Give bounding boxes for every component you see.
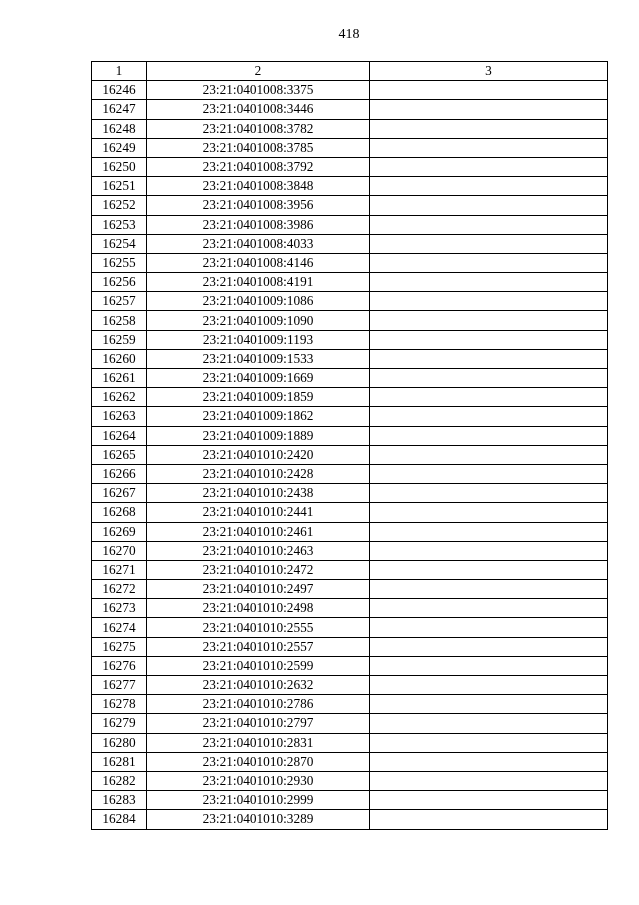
table-row — [92, 580, 608, 599]
cadastral-number-cell: 23:21:0401010:2497 — [147, 580, 370, 599]
cadastral-number-cell: 23:21:0401008:3956 — [147, 196, 370, 215]
table-row — [92, 215, 608, 234]
table-row — [92, 695, 608, 714]
row-number-cell: 16278 — [92, 695, 147, 714]
note-cell — [370, 81, 608, 100]
row-number-cell: 16268 — [92, 503, 147, 522]
row-number-cell: 16275 — [92, 637, 147, 656]
note-cell — [370, 292, 608, 311]
cadastral-number-cell: 23:21:0401010:2999 — [147, 791, 370, 810]
note-cell — [370, 138, 608, 157]
row-number-cell: 16274 — [92, 618, 147, 637]
table-row — [92, 676, 608, 695]
row-number-cell: 16254 — [92, 234, 147, 253]
cadastral-number-cell: 23:21:0401010:2632 — [147, 676, 370, 695]
row-number-cell: 16277 — [92, 676, 147, 695]
cadastral-number-cell: 23:21:0401008:3782 — [147, 119, 370, 138]
cadastral-number-cell: 23:21:0401009:1669 — [147, 369, 370, 388]
cadastral-number-cell: 23:21:0401009:1090 — [147, 311, 370, 330]
table-row — [92, 196, 608, 215]
note-cell — [370, 426, 608, 445]
note-cell — [370, 445, 608, 464]
note-cell — [370, 484, 608, 503]
note-cell — [370, 714, 608, 733]
row-number-cell: 16264 — [92, 426, 147, 445]
table-row — [92, 618, 608, 637]
note-cell — [370, 119, 608, 138]
note-cell — [370, 637, 608, 656]
table-row — [92, 791, 608, 810]
row-number-cell: 16263 — [92, 407, 147, 426]
table-row — [92, 234, 608, 253]
cadastral-number-cell: 23:21:0401008:3375 — [147, 81, 370, 100]
page-number: 418 — [338, 27, 360, 42]
table-row — [92, 771, 608, 790]
table-row — [92, 541, 608, 560]
row-number-cell: 16258 — [92, 311, 147, 330]
note-cell — [370, 752, 608, 771]
cadastral-number-cell: 23:21:0401010:2461 — [147, 522, 370, 541]
row-number-cell: 16265 — [92, 445, 147, 464]
row-number-cell: 16252 — [92, 196, 147, 215]
table-row — [92, 599, 608, 618]
note-cell — [370, 234, 608, 253]
table-row — [92, 714, 608, 733]
table-row — [92, 752, 608, 771]
row-number-cell: 16261 — [92, 369, 147, 388]
row-number-cell: 16271 — [92, 560, 147, 579]
cadastral-number-cell: 23:21:0401010:2472 — [147, 560, 370, 579]
table-row — [92, 157, 608, 176]
row-number-cell: 16256 — [92, 273, 147, 292]
row-number-cell: 16283 — [92, 791, 147, 810]
cadastral-number-cell: 23:21:0401010:2870 — [147, 752, 370, 771]
table-row — [92, 349, 608, 368]
table-row — [92, 388, 608, 407]
note-cell — [370, 695, 608, 714]
row-number-cell: 16269 — [92, 522, 147, 541]
cadastral-number-cell: 23:21:0401009:1889 — [147, 426, 370, 445]
note-cell — [370, 253, 608, 272]
row-number-cell: 16249 — [92, 138, 147, 157]
table-row — [92, 445, 608, 464]
table-row — [92, 464, 608, 483]
row-number-cell: 16280 — [92, 733, 147, 752]
table-row — [92, 810, 608, 829]
note-cell — [370, 196, 608, 215]
cadastral-number-cell: 23:21:0401008:3848 — [147, 177, 370, 196]
row-number-cell: 16262 — [92, 388, 147, 407]
cadastral-number-cell: 23:21:0401009:1086 — [147, 292, 370, 311]
row-number-cell: 16273 — [92, 599, 147, 618]
cadastral-number-cell: 23:21:0401009:1533 — [147, 349, 370, 368]
row-number-cell: 16281 — [92, 752, 147, 771]
cadastral-number-cell: 23:21:0401010:2463 — [147, 541, 370, 560]
table-row — [92, 503, 608, 522]
row-number-cell: 16266 — [92, 464, 147, 483]
row-number-cell: 16250 — [92, 157, 147, 176]
note-cell — [370, 771, 608, 790]
cadastral-number-cell: 23:21:0401010:2797 — [147, 714, 370, 733]
note-cell — [370, 157, 608, 176]
table-row — [92, 177, 608, 196]
cadastral-number-cell: 23:21:0401010:2420 — [147, 445, 370, 464]
cadastral-number-cell: 23:21:0401008:3986 — [147, 215, 370, 234]
table-row — [92, 330, 608, 349]
cadastral-number-cell: 23:21:0401009:1862 — [147, 407, 370, 426]
note-cell — [370, 656, 608, 675]
note-cell — [370, 273, 608, 292]
note-cell — [370, 599, 608, 618]
row-number-cell: 16257 — [92, 292, 147, 311]
cadastral-number-cell: 23:21:0401009:1193 — [147, 330, 370, 349]
cadastral-number-cell: 23:21:0401010:2441 — [147, 503, 370, 522]
column-header-3: 3 — [370, 62, 608, 81]
row-number-cell: 16247 — [92, 100, 147, 119]
row-number-cell: 16246 — [92, 81, 147, 100]
cadastral-number-cell: 23:21:0401008:3792 — [147, 157, 370, 176]
note-cell — [370, 330, 608, 349]
cadastral-number-cell: 23:21:0401008:4191 — [147, 273, 370, 292]
cadastral-number-cell: 23:21:0401010:3289 — [147, 810, 370, 829]
cadastral-number-cell: 23:21:0401010:2557 — [147, 637, 370, 656]
row-number-cell: 16276 — [92, 656, 147, 675]
header-row — [92, 62, 608, 81]
note-cell — [370, 464, 608, 483]
row-number-cell: 16282 — [92, 771, 147, 790]
table-row — [92, 656, 608, 675]
note-cell — [370, 215, 608, 234]
row-number-cell: 16259 — [92, 330, 147, 349]
note-cell — [370, 100, 608, 119]
table-row — [92, 426, 608, 445]
row-number-cell: 16255 — [92, 253, 147, 272]
note-cell — [370, 676, 608, 695]
column-header-1: 1 — [92, 62, 147, 81]
table-row — [92, 733, 608, 752]
note-cell — [370, 369, 608, 388]
cadastral-number-cell: 23:21:0401010:2428 — [147, 464, 370, 483]
cadastral-number-cell: 23:21:0401008:3446 — [147, 100, 370, 119]
cadastral-number-cell: 23:21:0401010:2438 — [147, 484, 370, 503]
note-cell — [370, 580, 608, 599]
note-cell — [370, 810, 608, 829]
note-cell — [370, 560, 608, 579]
cadastral-number-cell: 23:21:0401008:3785 — [147, 138, 370, 157]
registry-table — [91, 61, 608, 830]
note-cell — [370, 177, 608, 196]
row-number-cell: 16267 — [92, 484, 147, 503]
note-cell — [370, 541, 608, 560]
table-body — [92, 81, 608, 829]
table-row — [92, 560, 608, 579]
row-number-cell: 16260 — [92, 349, 147, 368]
note-cell — [370, 733, 608, 752]
table-row — [92, 273, 608, 292]
note-cell — [370, 503, 608, 522]
table-row — [92, 522, 608, 541]
cadastral-number-cell: 23:21:0401008:4033 — [147, 234, 370, 253]
table-row — [92, 484, 608, 503]
cadastral-number-cell: 23:21:0401010:2930 — [147, 771, 370, 790]
cadastral-number-cell: 23:21:0401009:1859 — [147, 388, 370, 407]
table-row — [92, 311, 608, 330]
note-cell — [370, 791, 608, 810]
cadastral-number-cell: 23:21:0401010:2831 — [147, 733, 370, 752]
table-row — [92, 407, 608, 426]
row-number-cell: 16284 — [92, 810, 147, 829]
note-cell — [370, 349, 608, 368]
table-header — [92, 62, 608, 81]
table-row — [92, 292, 608, 311]
cadastral-number-cell: 23:21:0401010:2498 — [147, 599, 370, 618]
row-number-cell: 16270 — [92, 541, 147, 560]
cadastral-number-cell: 23:21:0401008:4146 — [147, 253, 370, 272]
note-cell — [370, 618, 608, 637]
cadastral-number-cell: 23:21:0401010:2599 — [147, 656, 370, 675]
row-number-cell: 16253 — [92, 215, 147, 234]
note-cell — [370, 407, 608, 426]
row-number-cell: 16272 — [92, 580, 147, 599]
table-row — [92, 100, 608, 119]
table-row — [92, 119, 608, 138]
column-header-2: 2 — [147, 62, 370, 81]
note-cell — [370, 522, 608, 541]
table-row — [92, 138, 608, 157]
cadastral-number-cell: 23:21:0401010:2555 — [147, 618, 370, 637]
row-number-cell: 16251 — [92, 177, 147, 196]
row-number-cell: 16248 — [92, 119, 147, 138]
cadastral-number-cell: 23:21:0401010:2786 — [147, 695, 370, 714]
note-cell — [370, 388, 608, 407]
row-number-cell: 16279 — [92, 714, 147, 733]
table-row — [92, 637, 608, 656]
note-cell — [370, 311, 608, 330]
table-row — [92, 253, 608, 272]
table-row — [92, 81, 608, 100]
table-row — [92, 369, 608, 388]
